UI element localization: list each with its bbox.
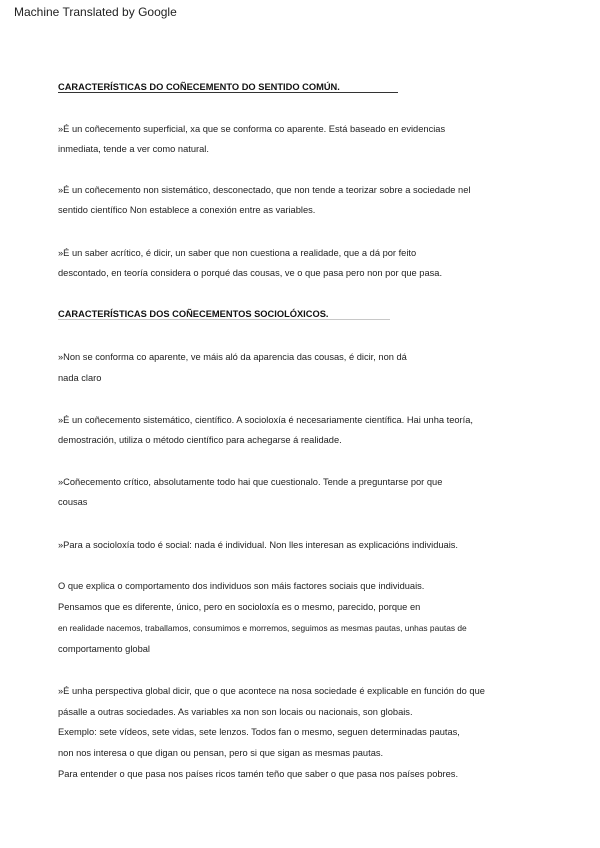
- section2-line-8: O que explica o comportamento dos individuos son máis factores sociais que individuais.: [58, 581, 425, 591]
- section1-line-5: »É un saber acrítico, é dicir, un saber que non cuestiona a realidade, que a dá por feito: [58, 248, 417, 258]
- section2-line-7: »Para a socioloxía todo é social: nada é individual. Non lles interesan as explicacións individuais.: [58, 540, 459, 550]
- section1-heading-underline: [58, 92, 398, 93]
- section2-line-2: nada claro: [58, 373, 102, 383]
- section2-line-5: »Coñecemento crítico, absolutamente todo hai que cuestionalo. Tende a preguntarse por que: [58, 477, 443, 487]
- section2-line-12: »É unha perspectiva global dicir, que o que acontece na nosa sociedade é explicable en función do que: [58, 686, 485, 696]
- section2-line-11: comportamento global: [58, 644, 150, 654]
- section2-line-4: demostración, utiliza o método científico para achegarse á realidade.: [58, 435, 342, 445]
- section2-line-15: non nos interesa o que digan ou pensan, pero si que sigan as mesmas pautas.: [58, 748, 384, 758]
- section1-heading: CARACTERÍSTICAS DO COÑECEMENTO DO SENTIDO COMÚN.: [58, 82, 340, 92]
- section2-line-16: Para entender o que pasa nos países ricos tamén teño que saber o que pasa nos países pobres.: [58, 769, 459, 779]
- section1-line-1: »É un coñecemento superficial, xa que se conforma co aparente. Está baseado en evidencias: [58, 124, 446, 134]
- section1-line-6: descontado, en teoría considera o porqué das cousas, ve o que pasa pero non por que pasa.: [58, 268, 443, 278]
- section1-line-2: inmediata, tende a ver como natural.: [58, 144, 209, 154]
- section1-line-3: »É un coñecemento non sistemático, desconectado, que non tende a teorizar sobre a sociedade nel: [58, 185, 471, 195]
- machine-translated-label: Machine Translated by Google: [14, 5, 177, 19]
- section2-line-10: en realidade nacemos, traballamos, consumimos e morremos, seguimos as mesmas pautas, unhas pautas de: [58, 623, 467, 633]
- section1-line-4: sentido científico Non establece a conexión entre as variables.: [58, 205, 316, 215]
- section2-heading-underline: [58, 319, 390, 320]
- section2-line-3: »É un coñecemento sistemático, científico. A socioloxía é necesariamente científica. Hai unha teoría,: [58, 415, 473, 425]
- section2-line-6: cousas: [58, 497, 88, 507]
- section2-line-14: Exemplo: sete vídeos, sete vidas, sete lenzos. Todos fan o mesmo, seguen determinadas pautas,: [58, 727, 460, 737]
- section2-line-1: »Non se conforma co aparente, ve máis aló da aparencia das cousas, é dicir, non dá: [58, 352, 407, 362]
- section2-line-13: pásalle a outras sociedades. As variables xa non son locais ou nacionais, son globais.: [58, 707, 413, 717]
- section2-heading: CARACTERÍSTICAS DOS COÑECEMENTOS SOCIOLÓXICOS.: [58, 309, 329, 319]
- section2-line-9: Pensamos que es diferente, único, pero en socioloxía es o mesmo, parecido, porque en: [58, 602, 421, 612]
